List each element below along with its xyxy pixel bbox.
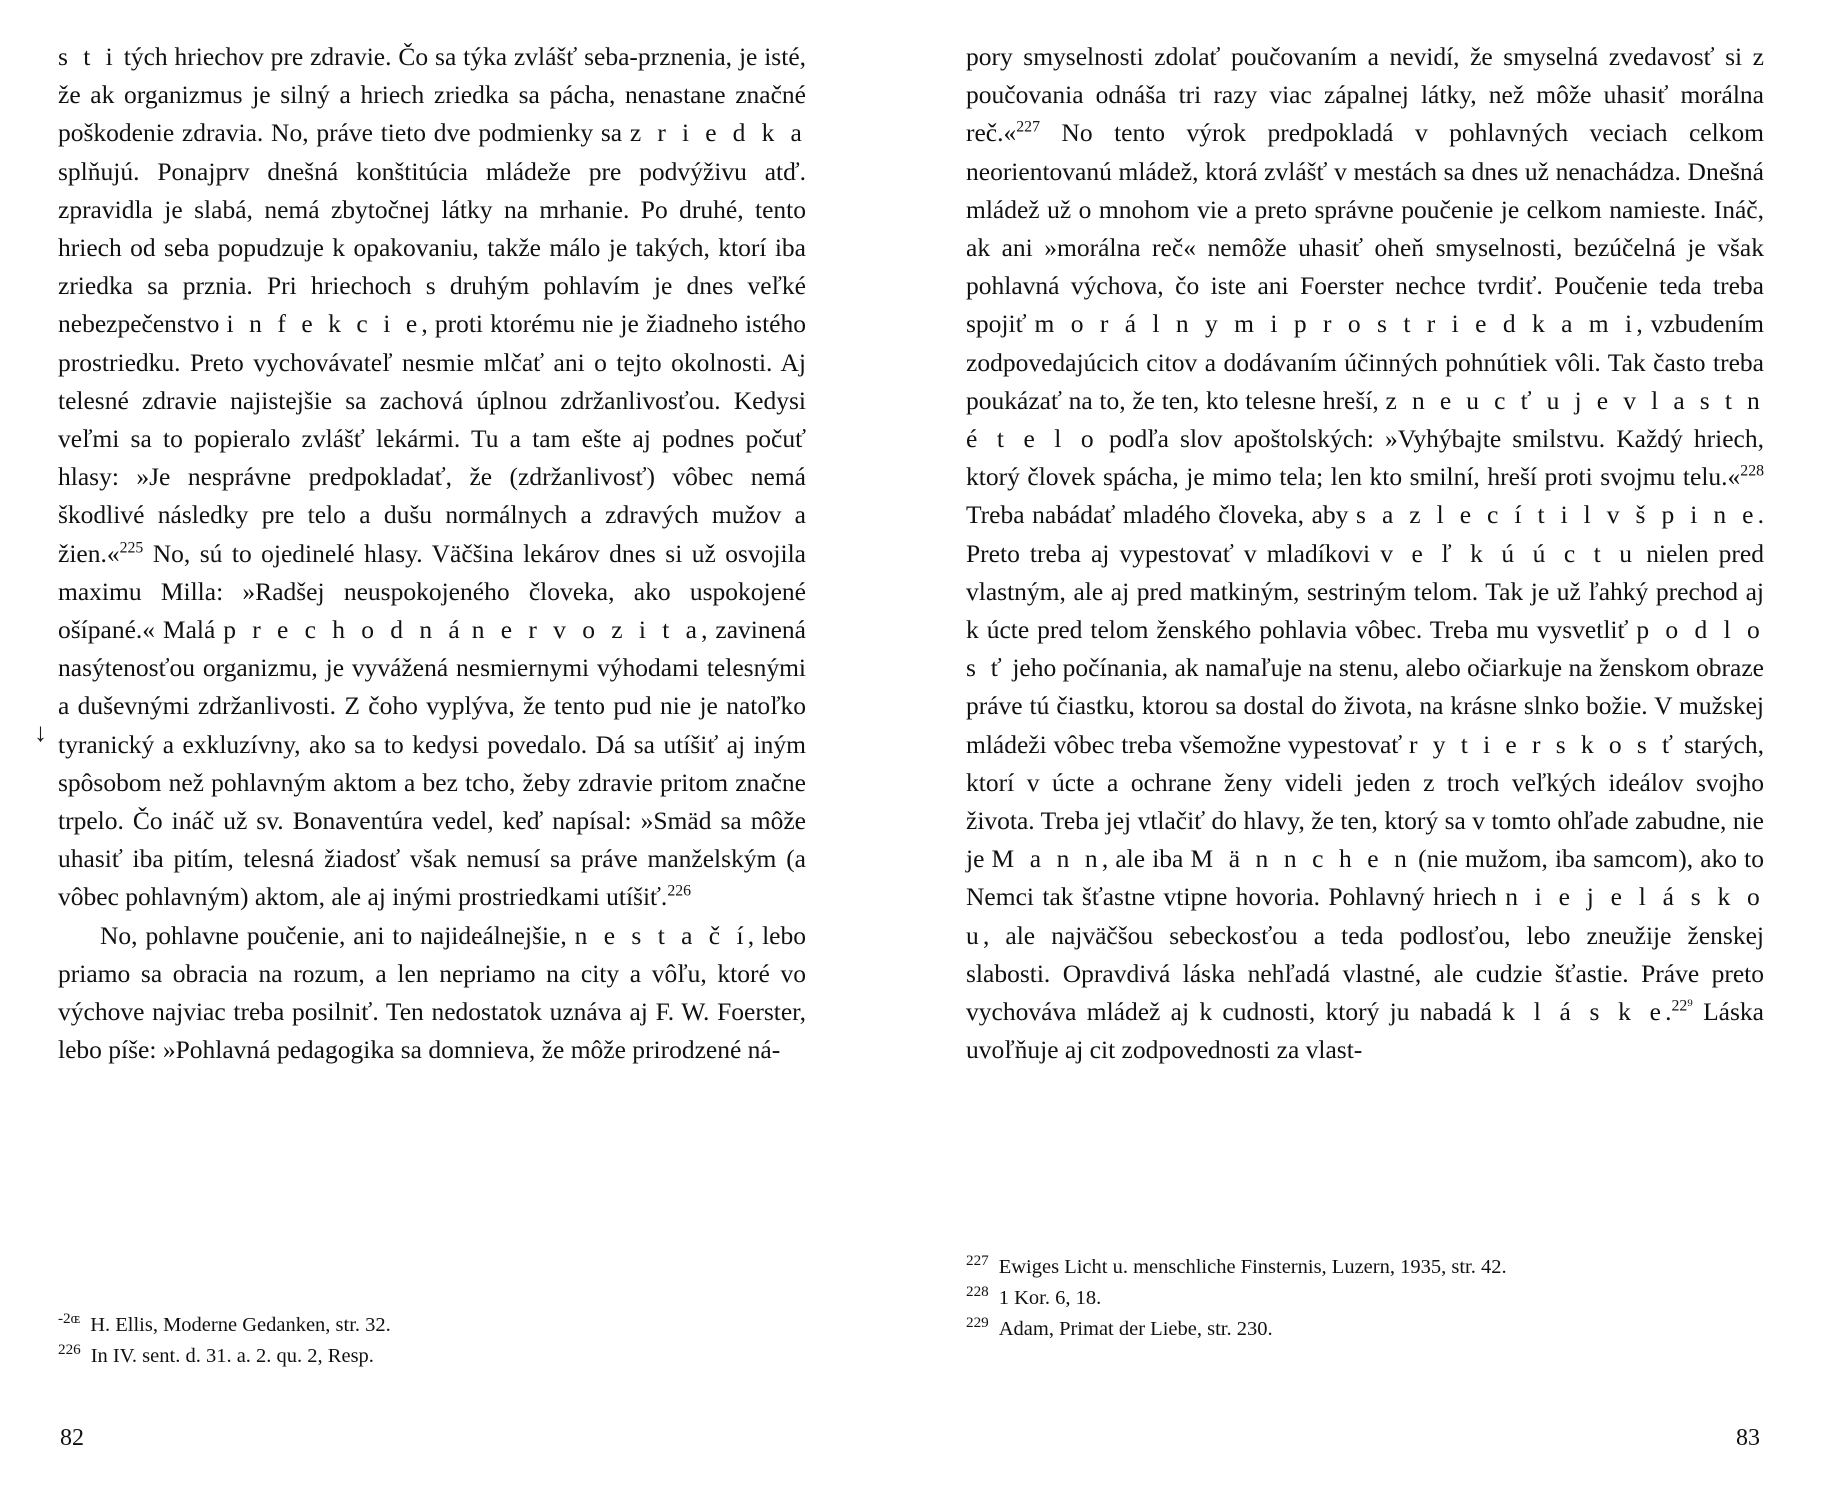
paragraph: No, pohlavne poučenie, ani to najideálnejšie, n e s t a č í, lebo priamo sa obracia na rozum, a len nepriamo na city a vôľu, ktoré vo výchove najviac treba posilniť. Ten nedostatok uznáva aj F. W. Foerster, lebo píše: »Pohlavná pedagogika sa domnieva, že môže prirodzené ná- [58, 920, 806, 1065]
footnote-text: Adam, Primat der Liebe, str. 230. [998, 1318, 1273, 1340]
emphasis-spaced-text: k l á s k e [1502, 997, 1666, 1027]
footnote [58, 1341, 806, 1372]
footnote [966, 1314, 1764, 1345]
right-page-body [966, 38, 1764, 1069]
footnote-marker: 226 [58, 1341, 81, 1359]
footnote [966, 1283, 1764, 1314]
page-number-right: 83 [1736, 1425, 1760, 1451]
emphasis-spaced-text: s a z l e c í t i l v š p i n e [1356, 500, 1758, 530]
emphasis-spaced-text: n e r v o z i t a [471, 615, 702, 645]
page-right [911, 0, 1822, 1500]
emphasis-spaced-text: n i e j e l á s k o u [966, 882, 1764, 950]
emphasis-spaced-text: M ä n n c h e n [1190, 844, 1412, 874]
footnote-reference: 22⁹ [1671, 997, 1693, 1015]
footnote-marker: 228 [966, 1283, 989, 1301]
paragraph: s t i tých hriechov pre zdravie. Čo sa týka zvlášť seba-prznenia, je isté, že ak organizmus je silný a hriech zriedka sa pácha, nenastane značné poškodenie zdravia. No, práve tieto dve podmienky sa z r i e d k a splňujú. Ponajprv dnešná konštitúcia mládeže pre podvýživu atď. zpravidla je slabá, nemá zbytočnej látky na mrhanie. Po druhé, tento hriech od seba popudzuje k opakovaniu, takže málo je takých, ktorí iba zriedka sa prznia. Pri hriechoch s druhým pohlavím je dnes veľké nebezpečenstvo i n f e k c i e, proti ktorému nie je žiadneho istého prostriedku. Preto vychovávateľ nesmie mlčať ani o tejto okolnosti. Aj telesné zdravie najistejšie sa zachová úplnou zdržanlivosťou. Kedysi veľmi sa to popieralo zvlášť lekármi. Tu a tam ešte aj podnes počuť hlasy: »Je nesprávne predpokladať, že (zdržanlivosť) vôbec nemá škodlivé následky pre telo a dušu normálnych a zdravých mužov a žien.«$^{225}$ No, sú to ojedinelé hlasy. Väčšina lekárov dnes si už osvojila maximu Milla: »Radšej neuspokojeného človeka, ako uspokojené ošípané.« Malá p r e c h o d n á n e r v o z i t a, zavinená nasýtenosťou organizmu, je vyvážená nesmiernymi výhodami telesnými a duševnými zdržanlivosti. Z čoho vyplýva, že tento pud nie je natoľko tyranický a exkluzívny, ako sa to kedysi povedalo. Dá sa utíšiť aj iným spôsobom než pohlavným aktom a bez tcho, žeby zdravie pritom značne trpelo. Čo ináč už sv. Bonaventúra vedel, keď napísal: »Smäd sa môže uhasiť iba pitím, telesná žiadosť však nemusí sa práve manželským (a vôbec pohlavným) aktom, ale aj inými prostriedkami utíšiť.$^{226}$ [58, 42, 807, 912]
footnote-marker: -2ɶ [58, 1310, 81, 1328]
emphasis-spaced-text: p o d l o s ť [966, 615, 1764, 683]
emphasis-spaced-text: z r i e d k a [629, 118, 806, 148]
margin-arrow-icon: ↓ [34, 717, 47, 747]
footnote-text: Ewiges Licht u. menschliche Finsternis, Luzern, 1935, str. 42. [998, 1256, 1507, 1278]
left-page-body [58, 38, 806, 1069]
footnote [58, 1310, 806, 1341]
footnote-text: In IV. sent. d. 31. a. 2. qu. 2, Resp. [90, 1345, 374, 1367]
emphasis-spaced-text: p r e c h o d n á [223, 615, 464, 645]
emphasis-spaced-text: v e ľ k ú ú c t u [1380, 538, 1637, 568]
emphasis-spaced-text: s t i [58, 42, 117, 71]
emphasis-spaced-text: M a n n [991, 844, 1102, 874]
footnote-reference: 225 [119, 539, 144, 557]
footnote-marker: 227 [966, 1252, 989, 1270]
emphasis-spaced-text: n e s t a č í [574, 920, 748, 950]
footnote-reference: 228 [1740, 462, 1764, 480]
emphasis-spaced-text: z n e u c ť u j e v l a s t n é t e l o [966, 385, 1764, 454]
emphasis-spaced-text: i n f e k c i e [226, 309, 422, 339]
footnote-reference: 227 [1016, 118, 1040, 136]
footnote-text: H. Ellis, Moderne Gedanken, str. 32. [90, 1314, 391, 1336]
right-page-footnotes [966, 1252, 1764, 1345]
footnote-text: 1 Kor. 6, 18. [998, 1287, 1102, 1309]
footnote-marker: 229 [966, 1314, 989, 1332]
page-number-left: 82 [60, 1425, 84, 1451]
footnote-reference: 226 [667, 882, 692, 900]
left-page-footnotes [58, 1310, 806, 1372]
emphasis-spaced-text: r y t i e r s k o s ť [1409, 729, 1678, 759]
emphasis-spaced-text: m o r á l n y m i p r o s t r i e d k a m i [1034, 309, 1637, 339]
paragraph: pory smyselnosti zdolať poučovaním a nevidí, že smyselná zvedavosť si z poučovania odnáša tri razy viac zápalnej látky, než môže uhasiť morálna reč.«$^{227}$ No tento výrok predpokladá v pohlavných veciach celkom neorientovanú mládež, ktorá zvlášť v mestách sa dnes už nenachádza. Dnešná mládež už o mnohom vie a preto správne poučenie je celkom namieste. Ináč, ak ani »morálna reč« nemôže uhasiť oheň smyselnosti, bezúčelná je však pohlavná výchova, čo iste ani Foerster nechce tvrdiť. Poučenie teda treba spojiť m o r á l n y m i p r o s t r i e d k a m i, vzbudením zodpovedajúcich citov a dodávaním účinných pohnútiek vôli. Tak často treba poukázať na to, že ten, kto telesne hreší, z n e u c ť u j e v l a s t n é t e l o podľa slov apoštolských: »Vyhýbajte smilstvu. Každý hriech, ktorý človek spácha, je mimo tela; len kto smilní, hreší proti svojmu telu.«$^{228}$ Treba nabádať mladého človeka, aby s a z l e c í t i l v š p i n e. Preto treba aj vypestovať v mladíkovi v e ľ k ú ú c t u nielen pred vlastným, ale aj pred matkiným, sestriným telom. Tak je už ľahký prechod aj k úcte pred telom ženského pohlavia vôbec. Treba mu vysvetliť p o d l o s ť jeho počínania, ak namaľuje na stenu, alebo očiarkuje na ženskom obraze práve tú čiastku, ktorou sa dostal do života, na krásne slnko božie. V mužskej mládeži vôbec treba všemožne vypestovať r y t i e r s k o s ť starých, ktorí v úcte a ochrane ženy videli jeden z troch veľkých ideálov svojho života. Treba jej vtlačiť do hlavy, že ten, ktorý sa v tomto ohľade zabudne, nie je M a n n, ale iba M ä n n c h e n (nie mužom, iba samcom), ako to Nemci tak šťastne vtipne hovoria. Pohlavný hriech n i e j e l á s k o u, ale najväčšou sebeckosťou a teda podlosťou, lebo zneužije ženskej slabosti. Opravdivá láska nehľadá vlastné, ale cudzie šťastie. Práve preto vychováva mládež aj k cudnosti, ktorý ju nabadá k l á s k e.$^{22^9}$ Láska uvoľňuje aj cit zodpovednosti za vlast- [966, 42, 1765, 1065]
footnote [966, 1252, 1764, 1283]
